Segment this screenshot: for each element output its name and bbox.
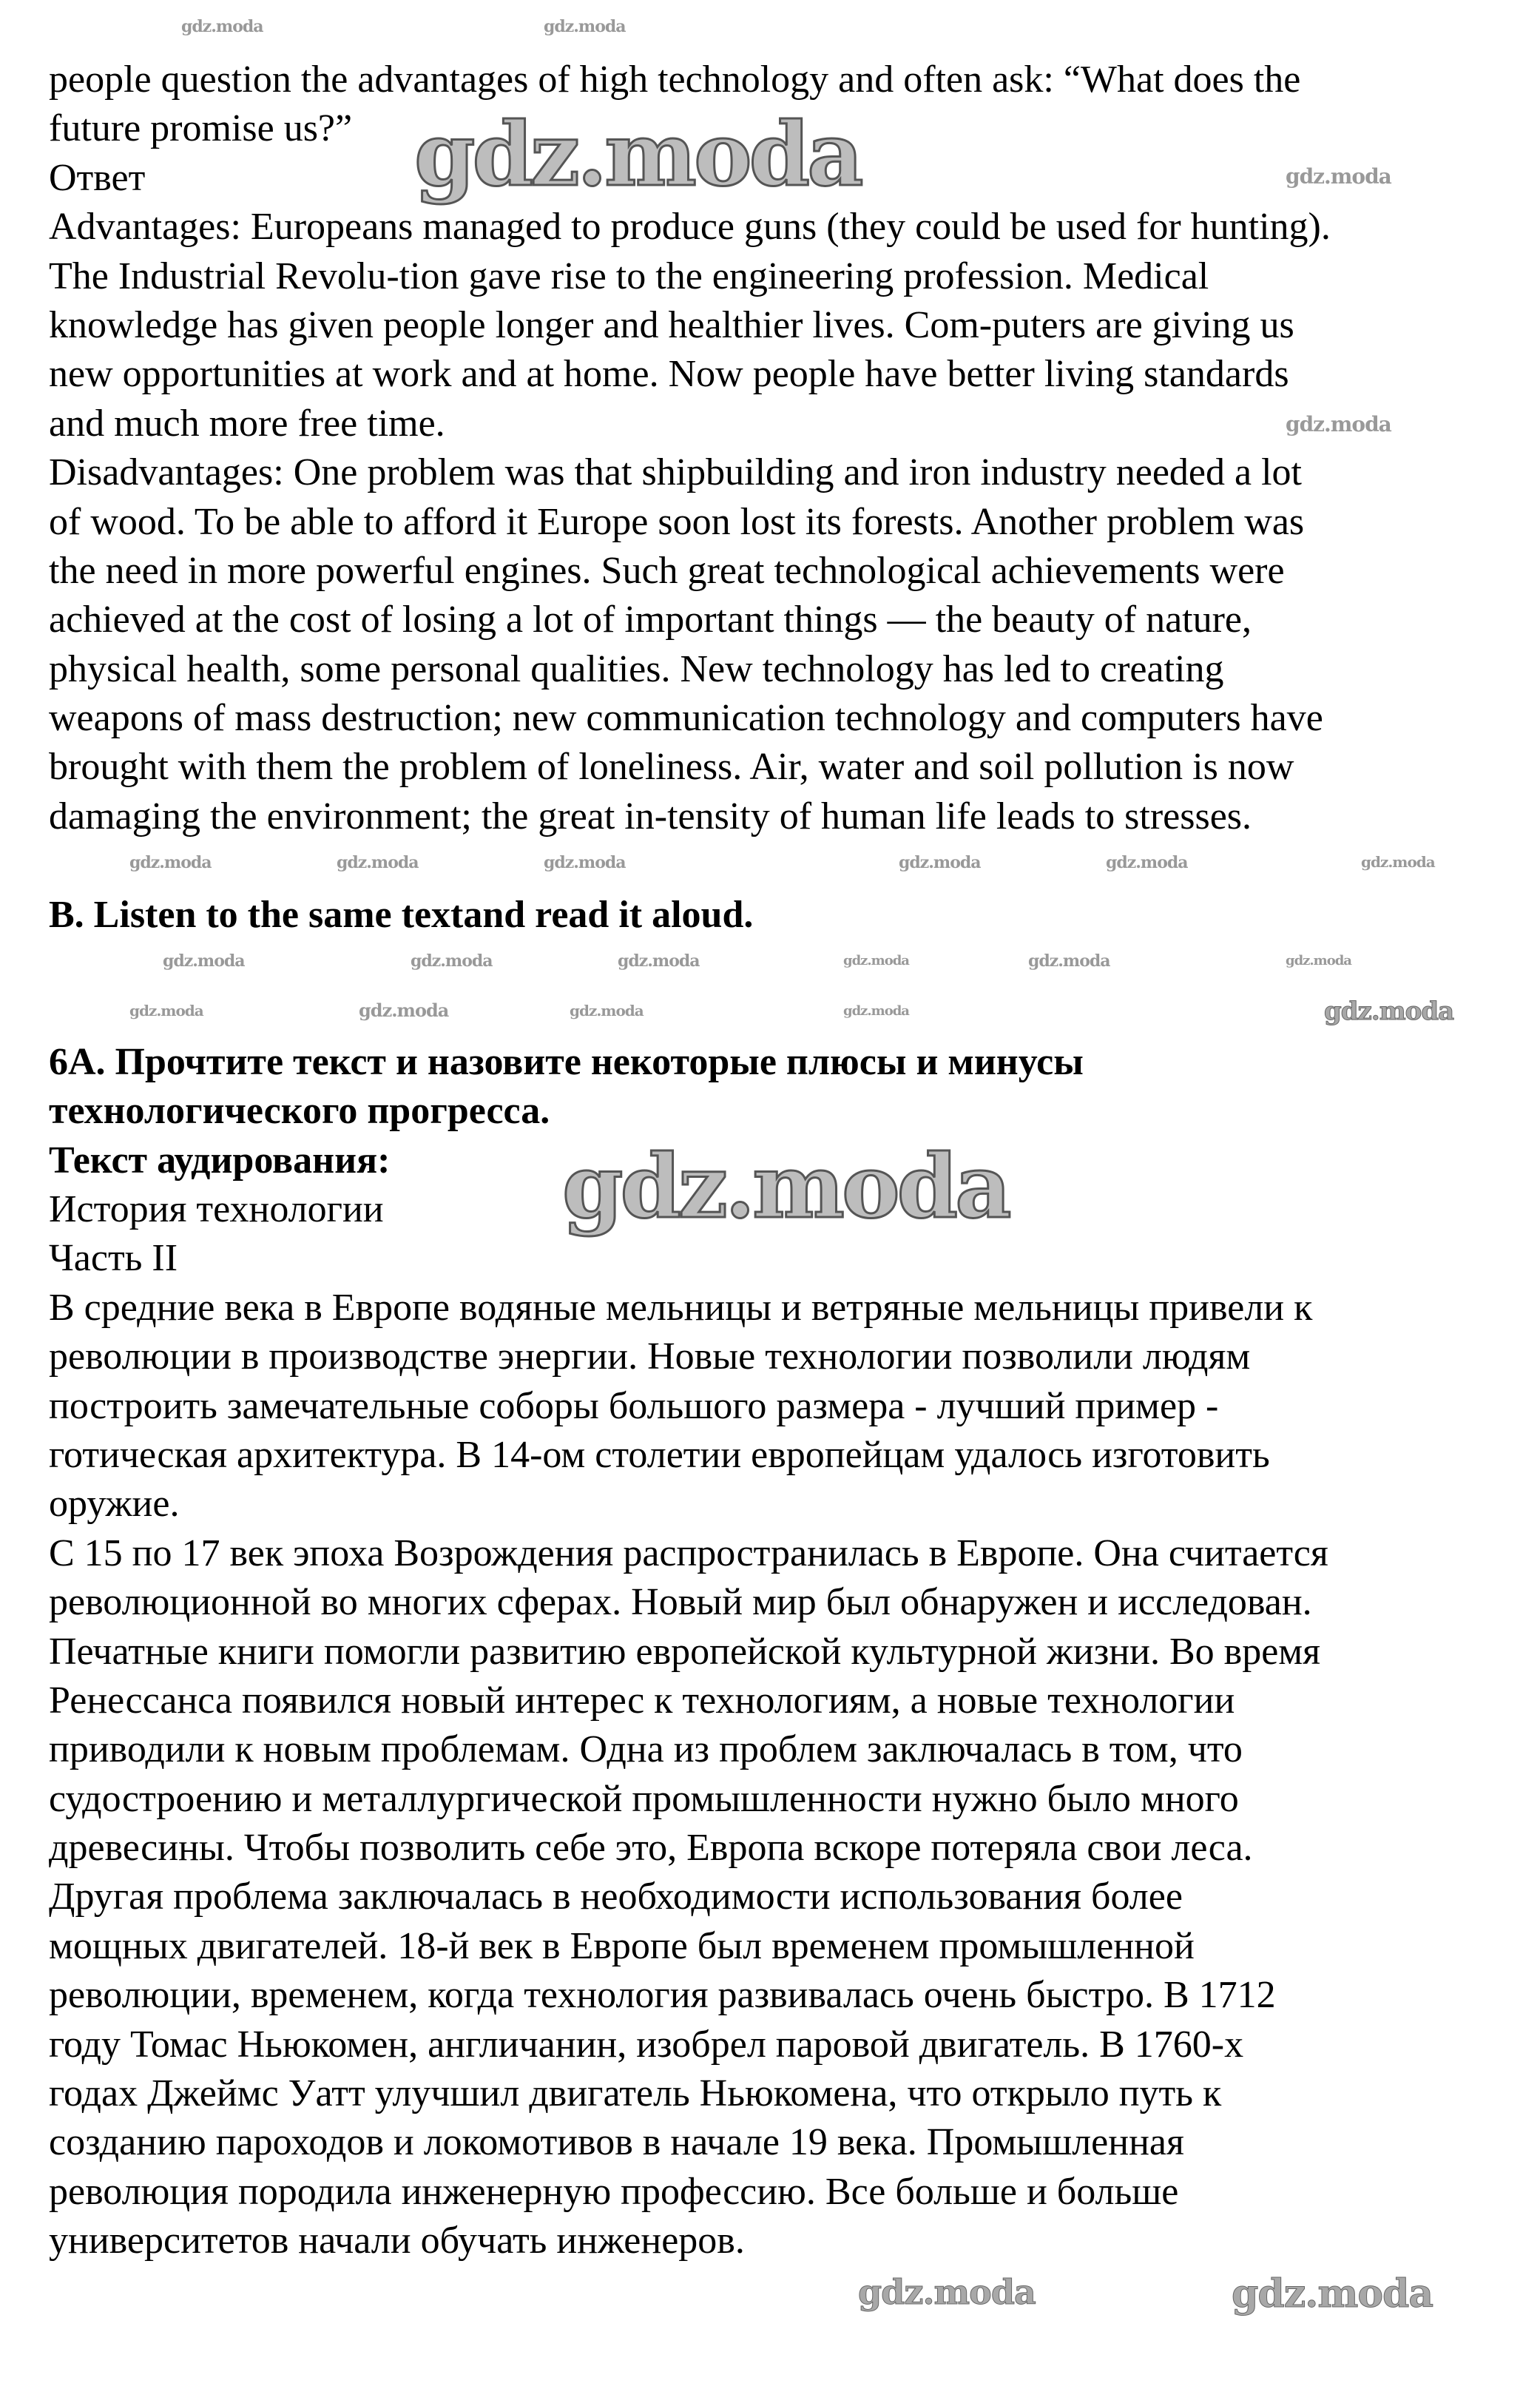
text-line: of wood. To be able to afford it Europe soon lost its forests. Another problem was [49,500,1305,543]
russian-text-paragraph [49,1284,1331,2266]
text-line: damaging the environment; the great in-tensity of human life leads to stresses. [49,795,1252,838]
watermark-logo: gdz.moda [1286,412,1391,437]
watermark-logo: gdz.moda [414,103,861,206]
watermark-logo: gdz.moda [129,1002,203,1020]
text-title: История технологии [49,1187,384,1230]
text-line: future promise us?” [49,107,353,150]
watermark-logo: gdz.moda [618,951,700,971]
answer-label: Ответ [49,156,146,199]
text-line: мощных двигателей. 18-й век в Европе был временем промышленной [49,1924,1195,1967]
watermark-logo: gdz.moda [562,1135,1009,1238]
text-line: революционной во многих сферах. Новый мир был обнаружен и исследован. [49,1581,1312,1624]
text-line: the need in more powerful engines. Such great technological achievements were [49,549,1285,592]
disadvantages-paragraph [49,448,1331,841]
text-part: Часть II [49,1237,178,1280]
text-line: году Томас Ньюкомен, англичанин, изобрел паровой двигатель. В 1760-х [49,2023,1244,2066]
text-line: brought with them the problem of loneliness. Air, water and soil pollution is now [49,746,1294,789]
watermark-logo: gdz.moda [1361,853,1435,871]
watermark-logo: gdz.moda [1286,953,1351,968]
task-6a-heading [49,1038,1331,1136]
text-line: годах Джеймс Уатт улучшил двигатель Ньюкомена, что открыло путь к [49,2072,1222,2115]
watermark-logo: gdz.moda [1028,951,1110,971]
watermark-logo: gdz.moda [1232,2271,1433,2316]
watermark-logo: gdz.moda [843,953,909,968]
watermark-logo: gdz.moda [544,17,626,36]
watermark-logo: gdz.moda [1324,997,1454,1026]
text-line: knowledge has given people longer and healthier lives. Com-puters are giving us [49,303,1294,346]
text-line: революции в производстве энергии. Новые технологии позволили людям [49,1335,1251,1378]
watermark-logo: gdz.moda [359,1000,449,1021]
intro-paragraph [49,55,1331,154]
text-line: Ренессанса появился новый интерес к технологиям, а новые технологии [49,1679,1235,1722]
text-line: древесины. Чтобы позволить себе это, Европа вскоре потеряла свои леса. [49,1827,1253,1870]
text-line: people question the advantages of high technology and often ask: “What does the [49,58,1301,101]
watermark-logo: gdz.moda [544,853,626,872]
listening-label: Текст аудирования: [49,1139,391,1182]
watermark-logo: gdz.moda [570,1002,644,1020]
text-line: The Industrial Revolu-tion gave rise to the engineering profession. Medical [49,255,1209,297]
text-line: Advantages: Europeans managed to produce guns (they could be used for hunting). [49,206,1331,249]
advantages-paragraph [49,203,1331,448]
watermark-logo: gdz.moda [1286,164,1391,189]
text-line: achieved at the cost of losing a lot of important things — the beauty of nature, [49,599,1252,641]
text-line: С 15 по 17 век эпоха Возрождения распространилась в Европе. Она считается [49,1531,1328,1574]
text-line: Печатные книги помогли развитию европейской культурной жизни. Во время [49,1630,1321,1673]
heading-line: технологического прогресса. [49,1090,550,1133]
watermark-logo: gdz.moda [899,853,981,872]
text-line: университетов начали обучать инженеров. [49,2220,745,2262]
text-line: new opportunities at work and at home. Now people have better living standards [49,353,1289,396]
text-line: судостроению и металлургической промышленности нужно было много [49,1777,1239,1820]
text-line: оружие. [49,1483,180,1526]
text-line: В средние века в Европе водяные мельницы и ветряные мельницы привели к [49,1286,1313,1329]
text-line: революции, временем, когда технология развивалась очень быстро. В 1712 [49,1974,1276,2017]
text-line: and much more free time. [49,402,445,445]
text-line: приводили к новым проблемам. Одна из проблем заключалась в том, что [49,1728,1243,1771]
document-body [49,55,1331,2266]
watermark-logo: gdz.moda [858,2272,1036,2312]
watermark-logo: gdz.moda [337,853,419,872]
watermark-logo: gdz.moda [181,17,263,36]
heading-line: 6A. Прочтите текст и назовите некоторые плюсы и минусы [49,1040,1084,1083]
text-line: physical health, some personal qualities. New technology has led to creating [49,647,1224,690]
text-line: созданию пароходов и локомотивов в начале 19 века. Промышленная [49,2121,1184,2164]
text-line: революция породила инженерную профессию. Все больше и больше [49,2170,1179,2213]
text-line: Другая проблема заключалась в необходимости использования более [49,1876,1183,1918]
text-line: готическая архитектура. В 14-ом столетии европейцам удалось изготовить [49,1433,1270,1476]
watermark-logo: gdz.moda [843,1003,909,1019]
text-line: Disadvantages: One problem was that shipbuilding and iron industry needed a lot [49,451,1302,494]
watermark-logo: gdz.moda [1106,853,1188,872]
watermark-logo: gdz.moda [129,853,212,872]
text-line: построить замечательные соборы большого размера - лучший пример - [49,1384,1219,1427]
text-line: weapons of mass destruction; new communication technology and computers have [49,697,1323,740]
task-b-heading: B. Listen to the same textand read it aloud. [49,893,754,936]
watermark-logo: gdz.moda [411,951,493,971]
watermark-logo: gdz.moda [163,951,245,971]
